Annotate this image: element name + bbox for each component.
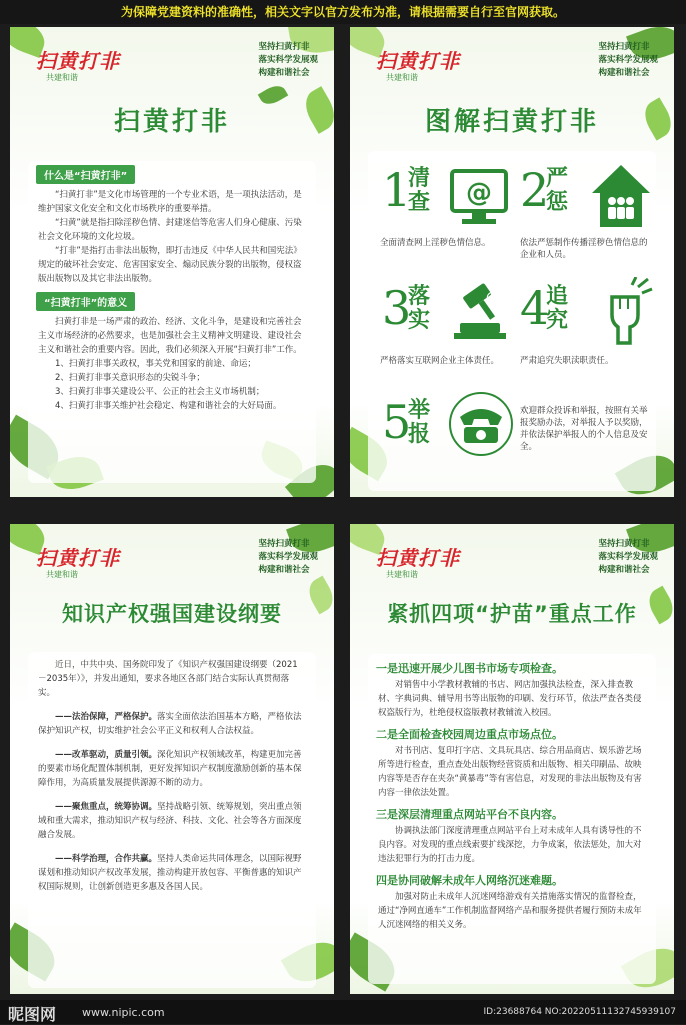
list-item: 4、扫黄打非事关维护社会稳定、构建和谐社会的大好局面。: [55, 401, 282, 411]
paragraph: “扫黄”就是指扫除淫秽色情、封建迷信等危害人们身心健康、污染社会文化环境的文化垃圾。: [38, 218, 302, 242]
content-card: [28, 652, 316, 988]
slogan-line: 坚持扫黄打非: [258, 539, 310, 549]
paragraph: 对销售中小学教材教辅的书店、网店加强执法检查，深入排查教材、字典词典、辅导用书等出版物的印刷、发行环节，依法严查各类侵权盗版行为，杜绝侵权盗版教材教辅流入校园。: [378, 680, 642, 718]
step-label: 落实: [408, 284, 431, 333]
slogan: [598, 538, 658, 577]
monitor-at-icon: [448, 167, 510, 229]
logo-subtext: 共建和谐: [386, 570, 418, 579]
logo: [376, 542, 460, 580]
paragraph: [38, 852, 306, 894]
slogan-line: 落实科学发展观: [598, 552, 658, 562]
poster-illustrated: [350, 27, 674, 497]
poster-protect-seedlings: [350, 524, 674, 994]
slogan-line: 落实科学发展观: [258, 55, 318, 65]
gavel-icon: [448, 279, 512, 343]
slogan: [258, 538, 318, 577]
step-caption: 全面清查网上淫秽色情信息。: [380, 238, 491, 248]
content-card: [368, 654, 656, 984]
step-label: 严惩: [546, 166, 569, 215]
logo-text: 扫黄打非: [36, 546, 120, 570]
section-heading: 三是深层清理重点网站平台不良内容。: [376, 808, 563, 821]
step-label: 追究: [546, 284, 569, 333]
logo-subtext: 共建和谐: [46, 73, 78, 82]
paragraph: [38, 748, 306, 790]
slogan-line: 构建和谐社会: [258, 565, 310, 575]
step-caption: 严格落实互联网企业主体责任。: [380, 356, 500, 366]
logo-text: 扫黄打非: [376, 49, 460, 73]
house-people-icon: [590, 163, 652, 229]
list-item: 2、扫黄打非事关意识形态的尖锐斗争；: [55, 373, 205, 383]
top-banner: 为保障党建资料的准确性，相关文字以官方发布为准，请根据需要自行至官网获取。: [0, 0, 686, 24]
step-caption: 严肃追究失职渎职责任。: [520, 356, 614, 366]
telephone-icon: [448, 391, 514, 457]
paragraph: “打非”是指打击非法出版物，即打击违反《中华人民共和国宪法》规定的破坏社会安定、危害国家安全、煽动民族分裂的出版物，侵权盗版出版物以及其它非法出版物。: [38, 246, 302, 284]
step-number: 5: [382, 395, 412, 449]
step-number: 1: [382, 163, 412, 217]
content-card: [28, 161, 316, 483]
slogan-line: 落实科学发展观: [258, 552, 318, 562]
paragraph-heading: ——聚焦重点，统筹协调。: [55, 802, 158, 812]
step-caption: 欢迎群众投诉和举报，按照有关举报奖励办法，对举报人予以奖励，并依法保护举报人的个人信息及安全。: [520, 406, 648, 452]
paragraph: 协调执法部门深度清理重点网站平台上对未成年人具有诱导性的不良内容。对发现的重点线索要扩线深挖，力争成案，依法惩处，加大对违法犯罪行为的打击力度。: [378, 826, 642, 864]
step-label: 清查: [408, 166, 431, 215]
step-caption: 依法严惩制作传播淫秽色情信息的企业和人员。: [520, 238, 648, 260]
paragraph-heading: ——改革驱动，质量引领。: [55, 750, 158, 760]
slogan-line: 落实科学发展观: [598, 55, 658, 65]
paragraph: 扫黄打非是一场严肃的政治、经济、文化斗争，是建设和完善社会主义市场经济的必然要求，也是加强社会主义精神文明建设、建设社会主义和谐社会的重要内容。因此，我们必须深入开展“扫黄打非”工作。: [38, 317, 302, 355]
section-heading: “扫黄打非”的意义: [36, 292, 135, 311]
paragraph-heading: ——科学治理，合作共赢。: [55, 854, 158, 864]
svg-text:@: @: [486, 290, 498, 304]
poster-ip-outline: [10, 524, 334, 994]
poster-what-is-sao-huang-da-fei: [10, 27, 334, 497]
logo: [36, 45, 120, 83]
slogan-line: 坚持扫黄打非: [598, 539, 650, 549]
section-heading: 一是迅速开展少儿图书市场专项检查。: [376, 662, 563, 675]
watermark-brand: 昵图网: [8, 1005, 57, 1024]
poster-title: 紧抓四项“护苗”重点工作: [387, 602, 637, 626]
poster-title: 扫黄打非: [113, 107, 230, 137]
step-number: 2: [520, 163, 550, 217]
slogan-line: 坚持扫黄打非: [598, 42, 650, 52]
paragraph: “扫黄打非”是文化市场管理的一个专业术语，是一项执法活动，是维护国家文化安全和文化市场秩序的重要举措。: [38, 190, 302, 214]
section-heading: 什么是“扫黄打非”: [36, 165, 135, 184]
step-label: 举报: [408, 398, 431, 447]
logo-text: 扫黄打非: [376, 546, 460, 570]
paragraph-body: 落实全面依法治国基本方略，严格依法保护知识产权，切实维护社会公平正义和权利人合法权益。: [38, 712, 302, 736]
slogan-line: 坚持扫黄打非: [258, 42, 310, 52]
paragraph: 对书刊店、复印打字店、文具玩具店、综合用品商店、娱乐游艺场所等进行检查，重点查处出版物经营资质和出版物、相关印刷品、故映内容等是否存在夹杂“黄暴毒”等有害信息，对发现的非法出版物及有害内容一律依法处置。: [378, 746, 642, 798]
slogan-line: 构建和谐社会: [258, 68, 310, 78]
logo: [376, 45, 460, 83]
image-id: ID:23688764 NO:20220511132745939107: [483, 1007, 676, 1017]
slogan-line: 构建和谐社会: [598, 68, 650, 78]
paragraph-body: 坚持战略引领、统筹规划，突出重点领域和重大需求，推动知识产权与经济、科技、文化、社会等各方面深度融合发展。: [38, 802, 302, 840]
paragraph: [38, 710, 306, 738]
paragraph-heading: ——法治保障，严格保护。: [55, 712, 158, 722]
section-heading: 二是全面检查校园周边重点市场点位。: [376, 728, 563, 741]
slogan: [598, 41, 658, 80]
svg-text:@: @: [466, 178, 492, 208]
poster-title: 图解扫黄打非: [424, 107, 599, 137]
logo-subtext: 共建和谐: [46, 570, 78, 579]
poster-title: 知识产权强国建设纲要: [62, 602, 282, 626]
paragraph-body: 深化知识产权领域改革，构建更加完善的要素市场化配置体制机制，更好发挥知识产权制度激励创新的基本保障作用，为高质量发展提供源源不断的动力。: [38, 750, 302, 788]
paragraph: 加强对防止未成年人沉迷网络游戏有关措施落实情况的监督检查，通过“净网直通车”工作机制监督网络产品和服务提供者履行预防未成年人沉迷网络的相关义务。: [378, 892, 642, 930]
slogan-line: 构建和谐社会: [598, 565, 650, 575]
paragraph-body: 坚持人类命运共同体理念，以国际视野谋划和推动知识产权改革发展，推动构建开放包容、平衡普惠的知识产权国际规则，让创新创造更多惠及各国人民。: [38, 854, 302, 892]
logo-subtext: 共建和谐: [386, 73, 418, 82]
slogan: [258, 41, 318, 80]
paragraph: [38, 800, 306, 842]
list-item: 1、扫黄打非事关政权，事关党和国家的前途、命运；: [55, 359, 256, 369]
logo: [36, 542, 120, 580]
list-item: 3、扫黄打非事关建设公平、公正的社会主义市场机制；: [55, 387, 265, 397]
watermark-url: www.nipic.com: [82, 1006, 165, 1019]
content-card: [368, 151, 656, 491]
logo-text: 扫黄打非: [36, 49, 120, 73]
section-heading: 四是协同破解未成年人网络沉迷难题。: [376, 874, 563, 887]
step-number: 3: [382, 281, 412, 335]
fist-icon: [594, 277, 654, 345]
step-number: 4: [520, 281, 550, 335]
paragraph: 近日，中共中央、国务院印发了《知识产权强国建设纲要（2021－2035年）》，并发出通知，要求各地区各部门结合实际认真贯彻落实。: [38, 660, 298, 698]
